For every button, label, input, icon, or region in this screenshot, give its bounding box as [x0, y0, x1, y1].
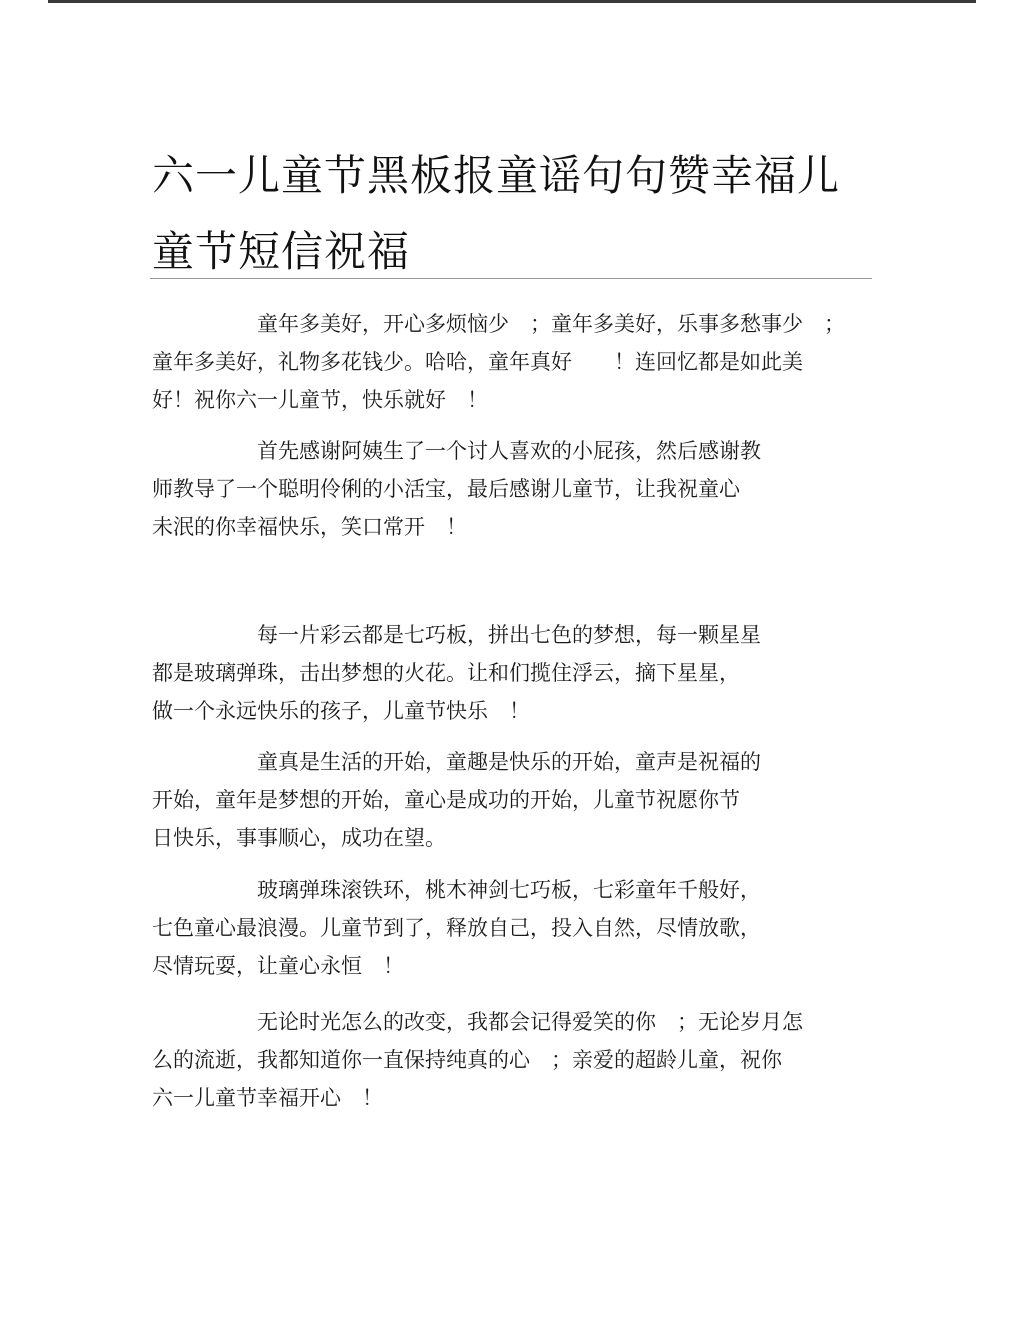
paragraph-5: [152, 871, 892, 985]
top-border-rule: [48, 0, 976, 3]
paragraph-line: 首先感谢阿姨生了一个讨人喜欢的小屁孩，然后感谢教: [152, 439, 761, 463]
paragraph-line: 童年多美好，开心多烦恼少 ；童年多美好，乐事多愁事少 ；: [152, 312, 845, 336]
paragraph-line: 好！祝你六一儿童节，快乐就好 ！: [152, 388, 488, 412]
paragraph-line: 童年多美好，礼物多花钱少。哈哈，童年真好 ！连回忆都是如此美: [152, 350, 803, 374]
title-line-2: 童节短信祝福: [152, 227, 411, 276]
paragraph-line: 六一儿童节幸福开心 ！: [152, 1086, 383, 1110]
paragraph-line: 做一个永远快乐的孩子，儿童节快乐 ！: [152, 699, 530, 723]
paragraph-4: [152, 743, 892, 857]
title-line-1: 六一儿童节黑板报童谣句句赞幸福儿: [152, 151, 841, 200]
paragraph-6: [152, 1003, 892, 1117]
paragraph-line: 尽情玩耍，让童心永恒 ！: [152, 954, 404, 978]
paragraph-line: 童真是生活的开始，童趣是快乐的开始，童声是祝福的: [152, 750, 761, 774]
paragraph-line: 每一片彩云都是七巧板，拼出七色的梦想，每一颗星星: [152, 623, 761, 647]
paragraph-line: 日快乐，事事顺心，成功在望。: [152, 826, 446, 850]
paragraph-2: [152, 432, 892, 546]
paragraph-line: 玻璃弹珠滚铁环，桃木神剑七巧板，七彩童年千般好，: [152, 878, 761, 902]
document-title: [152, 138, 852, 290]
title-divider: [150, 278, 872, 279]
paragraph-line: 师教导了一个聪明伶俐的小活宝，最后感谢儿童节，让我祝童心: [152, 477, 740, 501]
paragraph-line: 都是玻璃弹珠，击出梦想的火花。让和们揽住浮云，摘下星星，: [152, 661, 740, 685]
paragraph-line: 么的流逝，我都知道你一直保持纯真的心 ；亲爱的超龄儿童，祝你: [152, 1048, 782, 1072]
paragraph-line: 七色童心最浪漫。儿童节到了，释放自己，投入自然，尽情放歌，: [152, 916, 761, 940]
paragraph-line: 开始，童年是梦想的开始，童心是成功的开始，儿童节祝愿你节: [152, 788, 740, 812]
paragraph-1: [152, 305, 892, 419]
paragraph-line: 未泯的你幸福快乐，笑口常开 ！: [152, 515, 467, 539]
paragraph-3: [152, 616, 892, 730]
paragraph-line: 无论时光怎么的改变，我都会记得爱笑的你 ；无论岁月怎: [152, 1010, 803, 1034]
